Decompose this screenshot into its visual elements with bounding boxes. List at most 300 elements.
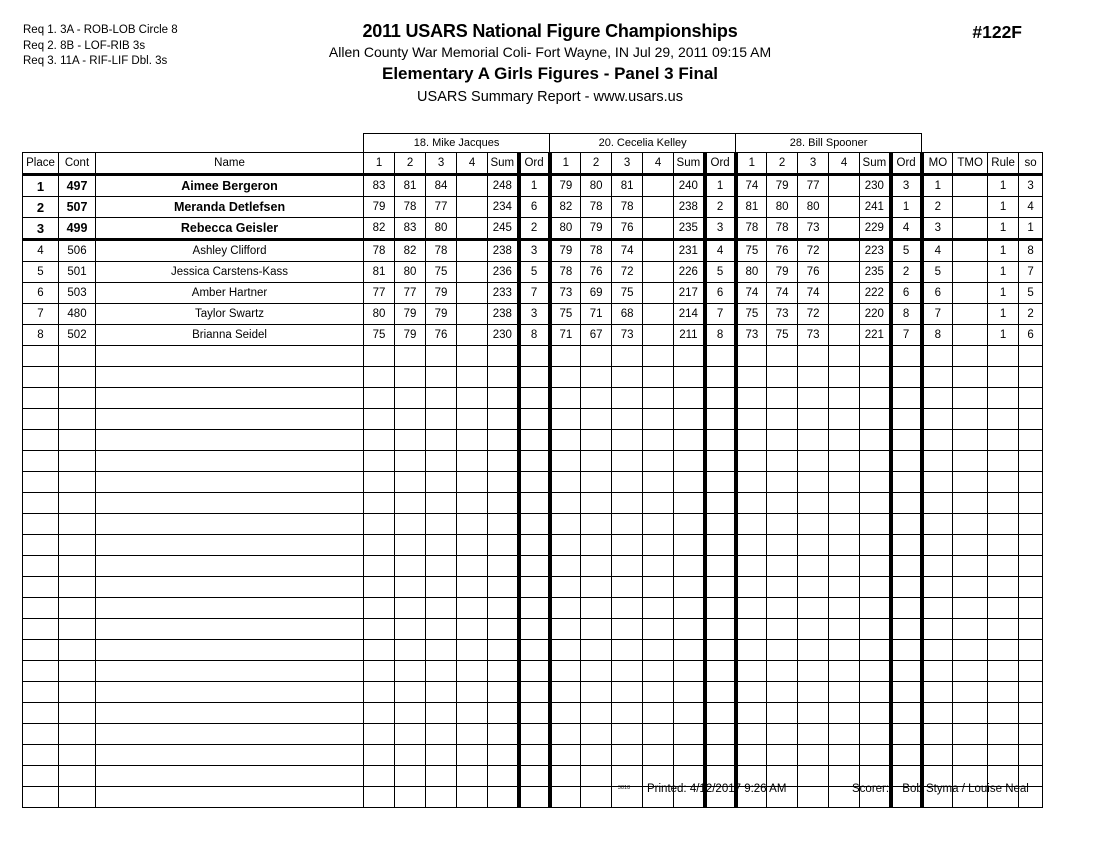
cell-judge1-figure4 — [457, 175, 488, 197]
cell-empty — [860, 472, 891, 493]
cell-rule: 1 — [988, 240, 1019, 262]
cell-judge1-sum: 245 — [488, 218, 519, 240]
cell-empty — [581, 493, 612, 514]
cell-empty — [581, 388, 612, 409]
cell-empty — [798, 346, 829, 367]
cell-empty — [643, 451, 674, 472]
cell-empty — [891, 430, 922, 451]
cell-empty — [767, 346, 798, 367]
cell-empty — [488, 703, 519, 724]
cell-empty — [364, 724, 395, 745]
cell-empty — [860, 409, 891, 430]
cell-judge3-figure2: 75 — [767, 325, 798, 346]
cell-empty — [581, 745, 612, 766]
cell-judge3-figure1: 81 — [736, 197, 767, 218]
cell-empty — [988, 346, 1019, 367]
cell-empty — [1019, 535, 1043, 556]
cell-judge3-figure1: 75 — [736, 240, 767, 262]
cell-empty — [798, 430, 829, 451]
cell-judge1-figure3: 79 — [426, 283, 457, 304]
cell-empty — [426, 451, 457, 472]
cell-empty — [550, 598, 581, 619]
cell-judge3-figure2: 73 — [767, 304, 798, 325]
cell-mo: 1 — [922, 175, 953, 197]
cell-empty — [798, 703, 829, 724]
cell-empty — [705, 661, 736, 682]
cell-empty — [860, 430, 891, 451]
cell-empty — [829, 556, 860, 577]
cell-judge1-ordinal: 3 — [519, 304, 550, 325]
cell-judge3-figure4 — [829, 197, 860, 218]
cell-empty — [767, 472, 798, 493]
table-row-empty[interactable] — [23, 367, 1043, 388]
cell-judge3-figure1: 80 — [736, 262, 767, 283]
cell-empty — [643, 409, 674, 430]
cell-empty — [953, 535, 988, 556]
cell-empty — [829, 367, 860, 388]
cell-empty — [519, 430, 550, 451]
cell-empty — [705, 430, 736, 451]
cell-empty — [364, 367, 395, 388]
cell-empty — [891, 577, 922, 598]
cell-judge2-figure1: 73 — [550, 283, 581, 304]
cell-empty — [705, 472, 736, 493]
cell-empty — [581, 556, 612, 577]
cell-empty — [674, 409, 705, 430]
cell-empty — [736, 640, 767, 661]
cell-judge3-ordinal: 6 — [891, 283, 922, 304]
cell-judge1-ordinal: 5 — [519, 262, 550, 283]
table-row-empty[interactable] — [23, 640, 1043, 661]
table-row-empty[interactable] — [23, 409, 1043, 430]
col-header-j2-sum: Sum — [674, 153, 705, 175]
cell-judge1-figure4 — [457, 304, 488, 325]
cell-empty — [457, 430, 488, 451]
table-row[interactable] — [23, 197, 1043, 218]
cell-empty — [364, 703, 395, 724]
cell-empty — [829, 640, 860, 661]
cell-judge2-figure3: 78 — [612, 197, 643, 218]
cell-judge2-figure2: 76 — [581, 262, 612, 283]
cell-empty — [860, 556, 891, 577]
cell-empty — [59, 367, 96, 388]
cell-judge1-figure2: 83 — [395, 218, 426, 240]
cell-judge1-figure1: 79 — [364, 197, 395, 218]
cell-judge2-sum: 226 — [674, 262, 705, 283]
table-row-empty[interactable] — [23, 493, 1043, 514]
cell-empty — [59, 619, 96, 640]
cell-empty — [1019, 451, 1043, 472]
cell-judge1-sum: 234 — [488, 197, 519, 218]
cell-place: 1 — [23, 175, 59, 197]
cell-empty — [736, 346, 767, 367]
cell-judge2-figure1: 82 — [550, 197, 581, 218]
col-header-j2-fig1: 1 — [550, 153, 581, 175]
cell-judge1-figure1: 80 — [364, 304, 395, 325]
cell-empty — [705, 451, 736, 472]
cell-empty — [395, 451, 426, 472]
cell-empty — [922, 640, 953, 661]
cell-empty — [23, 745, 59, 766]
table-row[interactable] — [23, 240, 1043, 262]
cell-empty — [798, 514, 829, 535]
cell-empty — [581, 766, 612, 787]
cell-judge1-figure2: 77 — [395, 283, 426, 304]
cell-judge3-figure2: 79 — [767, 175, 798, 197]
cell-empty — [736, 577, 767, 598]
cell-empty — [581, 682, 612, 703]
cell-empty — [829, 409, 860, 430]
cell-empty — [488, 514, 519, 535]
table-row-empty[interactable] — [23, 682, 1043, 703]
cell-judge2-sum: 240 — [674, 175, 705, 197]
cell-judge1-figure4 — [457, 262, 488, 283]
cell-empty — [550, 451, 581, 472]
cell-judge3-ordinal: 8 — [891, 304, 922, 325]
cell-empty — [23, 703, 59, 724]
cell-empty — [426, 388, 457, 409]
cell-empty — [96, 535, 364, 556]
cell-empty — [988, 556, 1019, 577]
table-row[interactable] — [23, 283, 1043, 304]
table-row-empty[interactable] — [23, 451, 1043, 472]
judge-band-spacer — [23, 134, 364, 153]
cell-judge1-ordinal: 3 — [519, 240, 550, 262]
table-row-empty[interactable] — [23, 703, 1043, 724]
cell-empty — [550, 577, 581, 598]
cell-empty — [519, 514, 550, 535]
col-header-j1-sum: Sum — [488, 153, 519, 175]
col-header-j3-fig1: 1 — [736, 153, 767, 175]
table-row[interactable] — [23, 304, 1043, 325]
cell-judge1-figure1: 83 — [364, 175, 395, 197]
cell-judge3-figure4 — [829, 283, 860, 304]
table-row-empty[interactable] — [23, 514, 1043, 535]
cell-judge1-figure2: 79 — [395, 304, 426, 325]
cell-judge1-figure2: 82 — [395, 240, 426, 262]
cell-empty — [953, 493, 988, 514]
cell-judge3-figure2: 74 — [767, 283, 798, 304]
cell-empty — [736, 745, 767, 766]
cell-empty — [643, 640, 674, 661]
cell-empty — [96, 556, 364, 577]
col-header-j3-sum: Sum — [860, 153, 891, 175]
table-row-empty[interactable] — [23, 577, 1043, 598]
scorer-value: Bob Styma / Louise Neal — [902, 783, 1029, 795]
cell-empty — [922, 430, 953, 451]
cell-empty — [426, 493, 457, 514]
col-header-j2-fig4: 4 — [643, 153, 674, 175]
cell-empty — [612, 472, 643, 493]
cell-empty — [96, 367, 364, 388]
cell-empty — [988, 640, 1019, 661]
event-title: Elementary A Girls Figures - Panel 3 Final — [381, 64, 718, 83]
cell-empty — [550, 556, 581, 577]
cell-judge2-figure2: 79 — [581, 218, 612, 240]
cell-place: 2 — [23, 197, 59, 218]
table-row[interactable] — [23, 325, 1043, 346]
cell-empty — [23, 409, 59, 430]
cell-empty — [767, 577, 798, 598]
cell-empty — [860, 640, 891, 661]
table-row-empty[interactable] — [23, 745, 1043, 766]
cell-empty — [1019, 598, 1043, 619]
cell-judge2-figure4 — [643, 304, 674, 325]
table-row-empty[interactable] — [23, 346, 1043, 367]
cell-so: 8 — [1019, 240, 1043, 262]
col-header-mo: MO — [922, 153, 953, 175]
table-row-empty[interactable] — [23, 430, 1043, 451]
cell-empty — [705, 598, 736, 619]
cell-judge2-figure1: 78 — [550, 262, 581, 283]
col-header-so: so — [1019, 153, 1043, 175]
cell-empty — [860, 388, 891, 409]
cell-empty — [395, 514, 426, 535]
cell-empty — [581, 430, 612, 451]
judge-band-row — [23, 134, 1043, 153]
col-header-j3-ord: Ord — [891, 153, 922, 175]
cell-empty — [612, 367, 643, 388]
cell-empty — [829, 472, 860, 493]
cell-empty — [457, 640, 488, 661]
cell-empty — [426, 409, 457, 430]
cell-empty — [96, 430, 364, 451]
cell-empty — [860, 703, 891, 724]
cell-empty — [59, 514, 96, 535]
cell-empty — [612, 661, 643, 682]
cell-empty — [798, 682, 829, 703]
col-header-j3-fig3: 3 — [798, 153, 829, 175]
table-row-empty[interactable] — [23, 619, 1043, 640]
cell-empty — [922, 472, 953, 493]
cell-empty — [457, 556, 488, 577]
cell-empty — [23, 640, 59, 661]
cell-empty — [59, 535, 96, 556]
cell-judge3-ordinal: 4 — [891, 218, 922, 240]
cell-empty — [705, 367, 736, 388]
cell-empty — [488, 535, 519, 556]
cell-judge3-figure3: 72 — [798, 240, 829, 262]
cell-empty — [922, 745, 953, 766]
cell-judge1-ordinal: 6 — [519, 197, 550, 218]
cell-empty — [488, 619, 519, 640]
cell-empty — [922, 682, 953, 703]
cell-empty — [860, 619, 891, 640]
cell-empty — [922, 619, 953, 640]
cell-judge2-figure4 — [643, 262, 674, 283]
cell-empty — [395, 640, 426, 661]
cell-empty — [395, 577, 426, 598]
cell-empty — [364, 598, 395, 619]
cell-empty — [643, 724, 674, 745]
cell-place: 7 — [23, 304, 59, 325]
table-row[interactable] — [23, 262, 1043, 283]
cell-empty — [426, 703, 457, 724]
cell-contestant-number: 497 — [59, 175, 96, 197]
cell-empty — [426, 346, 457, 367]
cell-empty — [643, 388, 674, 409]
cell-empty — [426, 766, 457, 787]
cell-empty — [457, 766, 488, 787]
cell-empty — [736, 619, 767, 640]
cell-empty — [767, 682, 798, 703]
cell-empty — [426, 619, 457, 640]
cell-empty — [426, 472, 457, 493]
cell-empty — [1019, 745, 1043, 766]
cell-empty — [457, 367, 488, 388]
cell-empty — [674, 493, 705, 514]
page-title: 2011 USARS National Figure Championships — [362, 21, 738, 41]
cell-judge2-ordinal: 1 — [705, 175, 736, 197]
table-row-empty[interactable] — [23, 598, 1043, 619]
cell-empty — [519, 472, 550, 493]
cell-empty — [519, 619, 550, 640]
cell-contestant-number: 502 — [59, 325, 96, 346]
cell-empty — [988, 367, 1019, 388]
cell-empty — [891, 556, 922, 577]
col-header-j3-fig4: 4 — [829, 153, 860, 175]
cell-empty — [488, 682, 519, 703]
cell-empty — [364, 577, 395, 598]
cell-empty — [767, 640, 798, 661]
cell-empty — [798, 619, 829, 640]
cell-judge1-figure1: 75 — [364, 325, 395, 346]
cell-judge3-figure3: 72 — [798, 304, 829, 325]
cell-judge3-sum: 221 — [860, 325, 891, 346]
cell-empty — [674, 556, 705, 577]
cell-rule: 1 — [988, 175, 1019, 197]
cell-empty — [829, 535, 860, 556]
table-row-empty[interactable] — [23, 661, 1043, 682]
cell-empty — [891, 619, 922, 640]
cell-empty — [23, 535, 59, 556]
col-header-j3-fig2: 2 — [767, 153, 798, 175]
cell-judge2-figure1: 79 — [550, 240, 581, 262]
cell-empty — [96, 682, 364, 703]
cell-empty — [829, 430, 860, 451]
cell-empty — [988, 724, 1019, 745]
cell-judge1-figure2: 79 — [395, 325, 426, 346]
cell-empty — [550, 514, 581, 535]
cell-empty — [550, 703, 581, 724]
cell-empty — [488, 493, 519, 514]
cell-empty — [736, 493, 767, 514]
cell-empty — [891, 409, 922, 430]
table-row[interactable] — [23, 218, 1043, 240]
cell-empty — [23, 787, 59, 808]
cell-empty — [798, 493, 829, 514]
cell-empty — [643, 514, 674, 535]
cell-empty — [612, 640, 643, 661]
cell-empty — [426, 724, 457, 745]
cell-empty — [829, 577, 860, 598]
cell-judge3-figure3: 73 — [798, 218, 829, 240]
cell-empty — [581, 367, 612, 388]
cell-empty — [891, 346, 922, 367]
cell-empty — [953, 409, 988, 430]
cell-empty — [705, 682, 736, 703]
cell-empty — [953, 745, 988, 766]
cell-empty — [1019, 472, 1043, 493]
cell-empty — [953, 451, 988, 472]
cell-empty — [891, 388, 922, 409]
cell-empty — [767, 556, 798, 577]
cell-empty — [891, 640, 922, 661]
cell-empty — [705, 619, 736, 640]
cell-empty — [953, 619, 988, 640]
cell-empty — [705, 409, 736, 430]
cell-empty — [736, 556, 767, 577]
cell-empty — [767, 535, 798, 556]
cell-empty — [612, 682, 643, 703]
cell-empty — [612, 346, 643, 367]
cell-empty — [59, 682, 96, 703]
cell-judge2-sum: 231 — [674, 240, 705, 262]
cell-empty — [519, 640, 550, 661]
cell-empty — [519, 493, 550, 514]
judge-panel-label-2: 20. Cecelia Kelley — [550, 134, 736, 153]
cell-empty — [426, 556, 457, 577]
cell-empty — [612, 535, 643, 556]
cell-empty — [643, 556, 674, 577]
cell-empty — [581, 724, 612, 745]
table-row-empty[interactable] — [23, 535, 1043, 556]
table-row-empty[interactable] — [23, 388, 1043, 409]
cell-empty — [364, 766, 395, 787]
cell-empty — [581, 577, 612, 598]
cell-empty — [426, 367, 457, 388]
cell-empty — [59, 724, 96, 745]
cell-judge3-figure3: 80 — [798, 197, 829, 218]
cell-empty — [674, 535, 705, 556]
cell-judge3-figure4 — [829, 175, 860, 197]
cell-empty — [457, 514, 488, 535]
cell-empty — [550, 745, 581, 766]
cell-judge1-figure2: 80 — [395, 262, 426, 283]
cell-empty — [1019, 388, 1043, 409]
cell-empty — [426, 661, 457, 682]
table-row[interactable] — [23, 175, 1043, 197]
cell-empty — [1019, 367, 1043, 388]
cell-empty — [798, 745, 829, 766]
cell-empty — [891, 682, 922, 703]
cell-judge2-figure1: 79 — [550, 175, 581, 197]
cell-empty — [860, 682, 891, 703]
table-row-empty[interactable] — [23, 724, 1043, 745]
judge-panel-label-1: 18. Mike Jacques — [364, 134, 550, 153]
cell-judge2-figure4 — [643, 175, 674, 197]
cell-judge3-figure2: 80 — [767, 197, 798, 218]
cell-empty — [581, 619, 612, 640]
cell-empty — [612, 556, 643, 577]
table-row-empty[interactable] — [23, 472, 1043, 493]
cell-judge2-figure3: 72 — [612, 262, 643, 283]
cell-empty — [988, 451, 1019, 472]
cell-empty — [395, 661, 426, 682]
cell-empty — [96, 472, 364, 493]
cell-empty — [674, 346, 705, 367]
cell-empty — [96, 724, 364, 745]
cell-empty — [519, 745, 550, 766]
cell-skater-name: Taylor Swartz — [96, 304, 364, 325]
cell-empty — [860, 514, 891, 535]
cell-empty — [674, 724, 705, 745]
table-row-empty[interactable] — [23, 556, 1043, 577]
cell-contestant-number: 499 — [59, 218, 96, 240]
cell-empty — [767, 388, 798, 409]
cell-judge3-figure1: 73 — [736, 325, 767, 346]
cell-empty — [829, 388, 860, 409]
